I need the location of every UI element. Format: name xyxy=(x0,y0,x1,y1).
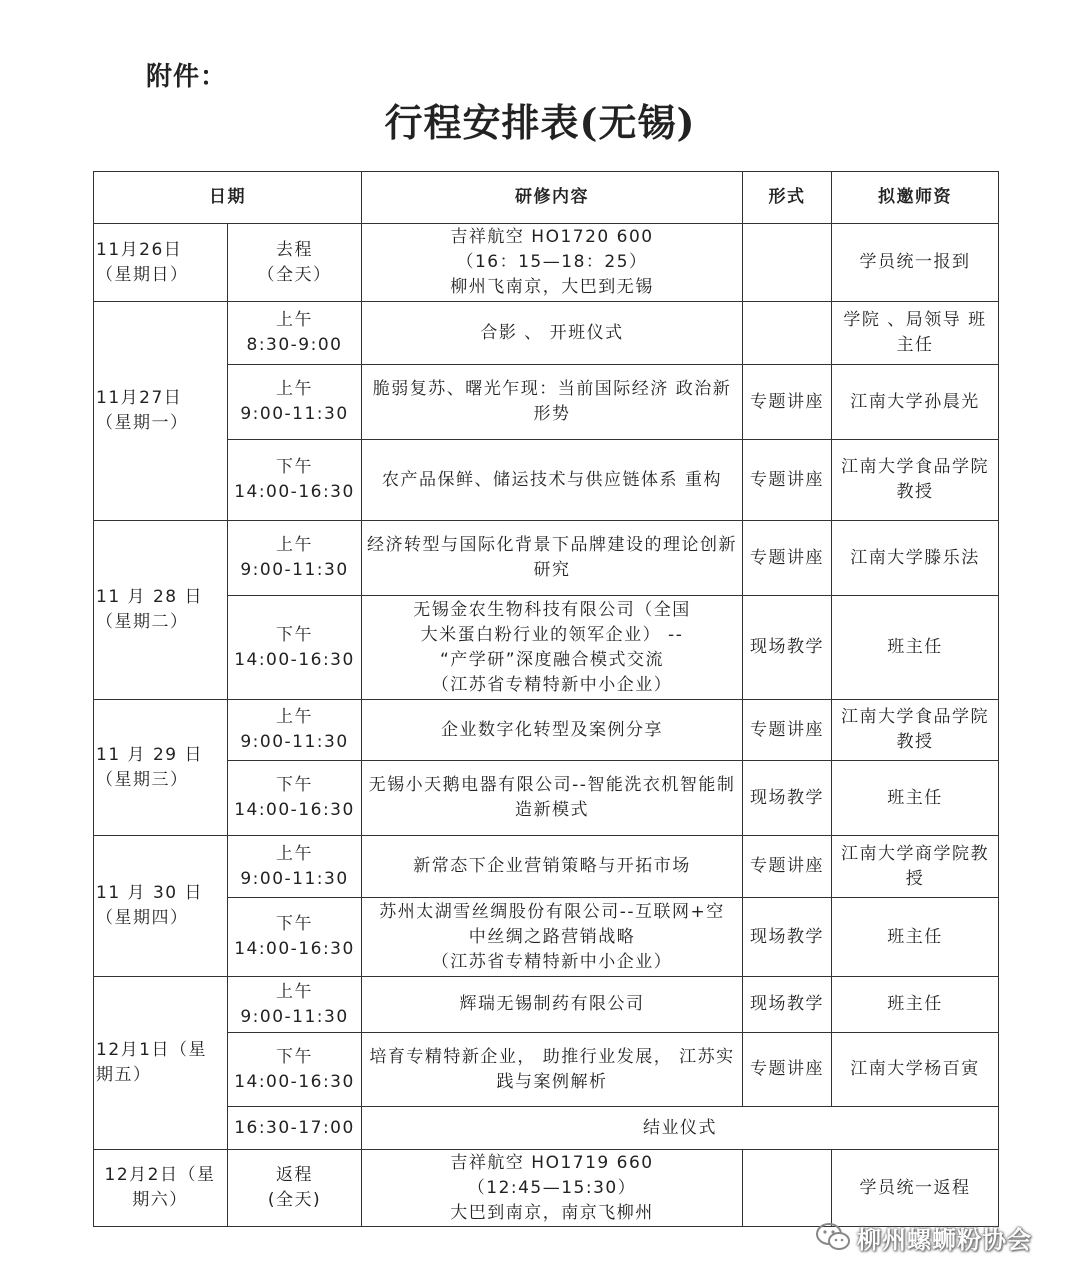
table-row xyxy=(94,1107,999,1150)
date-cell: 11 月 28 日 （星期二） xyxy=(94,521,228,700)
content-cell: 脆弱复苏、曙光乍现：当前国际经济 政治新形势 xyxy=(362,365,743,440)
time-cell: 上午 9:00-11:30 xyxy=(228,365,362,440)
table-row xyxy=(94,700,999,761)
table-row xyxy=(94,898,999,977)
content-cell: 培育专精特新企业， 助推行业发展， 江苏实践与案例解析 xyxy=(362,1033,743,1107)
form-cell: 专题讲座 xyxy=(743,365,832,440)
time-cell: 下午 14:00-16:30 xyxy=(228,440,362,521)
content-cell: 无锡金农生物科技有限公司（全国 大米蛋白粉行业的领军企业） -- “产学研”深度融合模式交流 （江苏省专精特新中小企业） xyxy=(362,596,743,700)
schedule-table xyxy=(93,171,999,1227)
form-cell: 专题讲座 xyxy=(743,700,832,761)
content-cell: 吉祥航空 HO1720 600 （16：15—18：25） 柳州飞南京，大巴到无锡 xyxy=(362,224,743,302)
teacher-cell: 班主任 xyxy=(832,977,999,1033)
attachment-label: 附件： xyxy=(146,62,228,92)
header-date: 日期 xyxy=(94,172,362,224)
header-content: 研修内容 xyxy=(362,172,743,224)
table-row xyxy=(94,224,999,302)
content-cell: 企业数字化转型及案例分享 xyxy=(362,700,743,761)
table-row xyxy=(94,977,999,1033)
page-title: 行程安排表(无锡) xyxy=(384,100,696,145)
content-cell: 辉瑞无锡制药有限公司 xyxy=(362,977,743,1033)
form-cell: 现场教学 xyxy=(743,596,832,700)
table-row xyxy=(94,836,999,898)
time-cell: 下午 14:00-16:30 xyxy=(228,761,362,836)
time-cell: 下午 14:00-16:30 xyxy=(228,596,362,700)
content-cell: 新常态下企业营销策略与开拓市场 xyxy=(362,836,743,898)
teacher-cell: 班主任 xyxy=(832,898,999,977)
time-cell: 返程 (全天) xyxy=(228,1150,362,1227)
time-cell: 去程 （全天） xyxy=(228,224,362,302)
teacher-cell: 班主任 xyxy=(832,761,999,836)
teacher-cell: 江南大学食品学院教授 xyxy=(832,440,999,521)
table-row xyxy=(94,521,999,596)
form-cell: 专题讲座 xyxy=(743,440,832,521)
header-teacher: 拟邀师资 xyxy=(832,172,999,224)
table-row xyxy=(94,365,999,440)
content-cell: 农产品保鲜、储运技术与供应链体系 重构 xyxy=(362,440,743,521)
table-row xyxy=(94,302,999,365)
date-cell: 11月27日 （星期一） xyxy=(94,302,228,521)
content-cell: 合影 、 开班仪式 xyxy=(362,302,743,365)
form-cell: 专题讲座 xyxy=(743,521,832,596)
date-cell: 11 月 30 日 （星期四） xyxy=(94,836,228,977)
time-cell: 下午 14:00-16:30 xyxy=(228,1033,362,1107)
teacher-cell: 班主任 xyxy=(832,596,999,700)
time-cell: 16:30-17:00 xyxy=(228,1107,362,1150)
time-cell: 下午 14:00-16:30 xyxy=(228,898,362,977)
time-cell: 上午 8:30-9:00 xyxy=(228,302,362,365)
teacher-cell: 江南大学孙晨光 xyxy=(832,365,999,440)
form-cell: 现场教学 xyxy=(743,898,832,977)
form-cell: 专题讲座 xyxy=(743,836,832,898)
form-cell xyxy=(743,224,832,302)
form-cell xyxy=(743,1150,832,1227)
watermark-text: 柳州螺蛳粉协会 xyxy=(857,1225,1032,1254)
table-row xyxy=(94,1150,999,1227)
time-cell: 上午 9:00-11:30 xyxy=(228,521,362,596)
teacher-cell: 学院 、局领导 班主任 xyxy=(832,302,999,365)
teacher-cell: 江南大学滕乐法 xyxy=(832,521,999,596)
table-row xyxy=(94,440,999,521)
teacher-cell: 江南大学杨百寅 xyxy=(832,1033,999,1107)
content-cell: 经济转型与国际化背景下品牌建设的理论创新研究 xyxy=(362,521,743,596)
teacher-cell: 江南大学食品学院教授 xyxy=(832,700,999,761)
form-cell: 现场教学 xyxy=(743,761,832,836)
form-cell xyxy=(743,302,832,365)
teacher-cell: 学员统一报到 xyxy=(832,224,999,302)
header-row xyxy=(94,172,999,224)
table-row xyxy=(94,761,999,836)
time-cell: 上午 9:00-11:30 xyxy=(228,700,362,761)
wechat-icon xyxy=(815,1222,851,1252)
form-cell: 专题讲座 xyxy=(743,1033,832,1107)
table-row xyxy=(94,596,999,700)
date-cell: 12月2日（星期六） xyxy=(94,1150,228,1227)
header-form: 形式 xyxy=(743,172,832,224)
table-row xyxy=(94,1033,999,1107)
form-cell: 现场教学 xyxy=(743,977,832,1033)
content-cell: 无锡小天鹅电器有限公司--智能洗衣机智能制造新模式 xyxy=(362,761,743,836)
content-cell: 结业仪式 xyxy=(362,1107,999,1150)
watermark xyxy=(815,1220,1032,1254)
teacher-cell: 学员统一返程 xyxy=(832,1150,999,1227)
content-cell: 苏州太湖雪丝绸股份有限公司--互联网+空 中丝绸之路营销战略 （江苏省专精特新中小企业） xyxy=(362,898,743,977)
date-cell: 12月1日（星期五） xyxy=(94,977,228,1150)
time-cell: 上午 9:00-11:30 xyxy=(228,836,362,898)
time-cell: 上午 9:00-11:30 xyxy=(228,977,362,1033)
teacher-cell: 江南大学商学院教授 xyxy=(832,836,999,898)
date-cell: 11 月 29 日 （星期三） xyxy=(94,700,228,836)
content-cell: 吉祥航空 HO1719 660 （12:45—15:30） 大巴到南京，南京飞柳州 xyxy=(362,1150,743,1227)
date-cell: 11月26日 （星期日） xyxy=(94,224,228,302)
